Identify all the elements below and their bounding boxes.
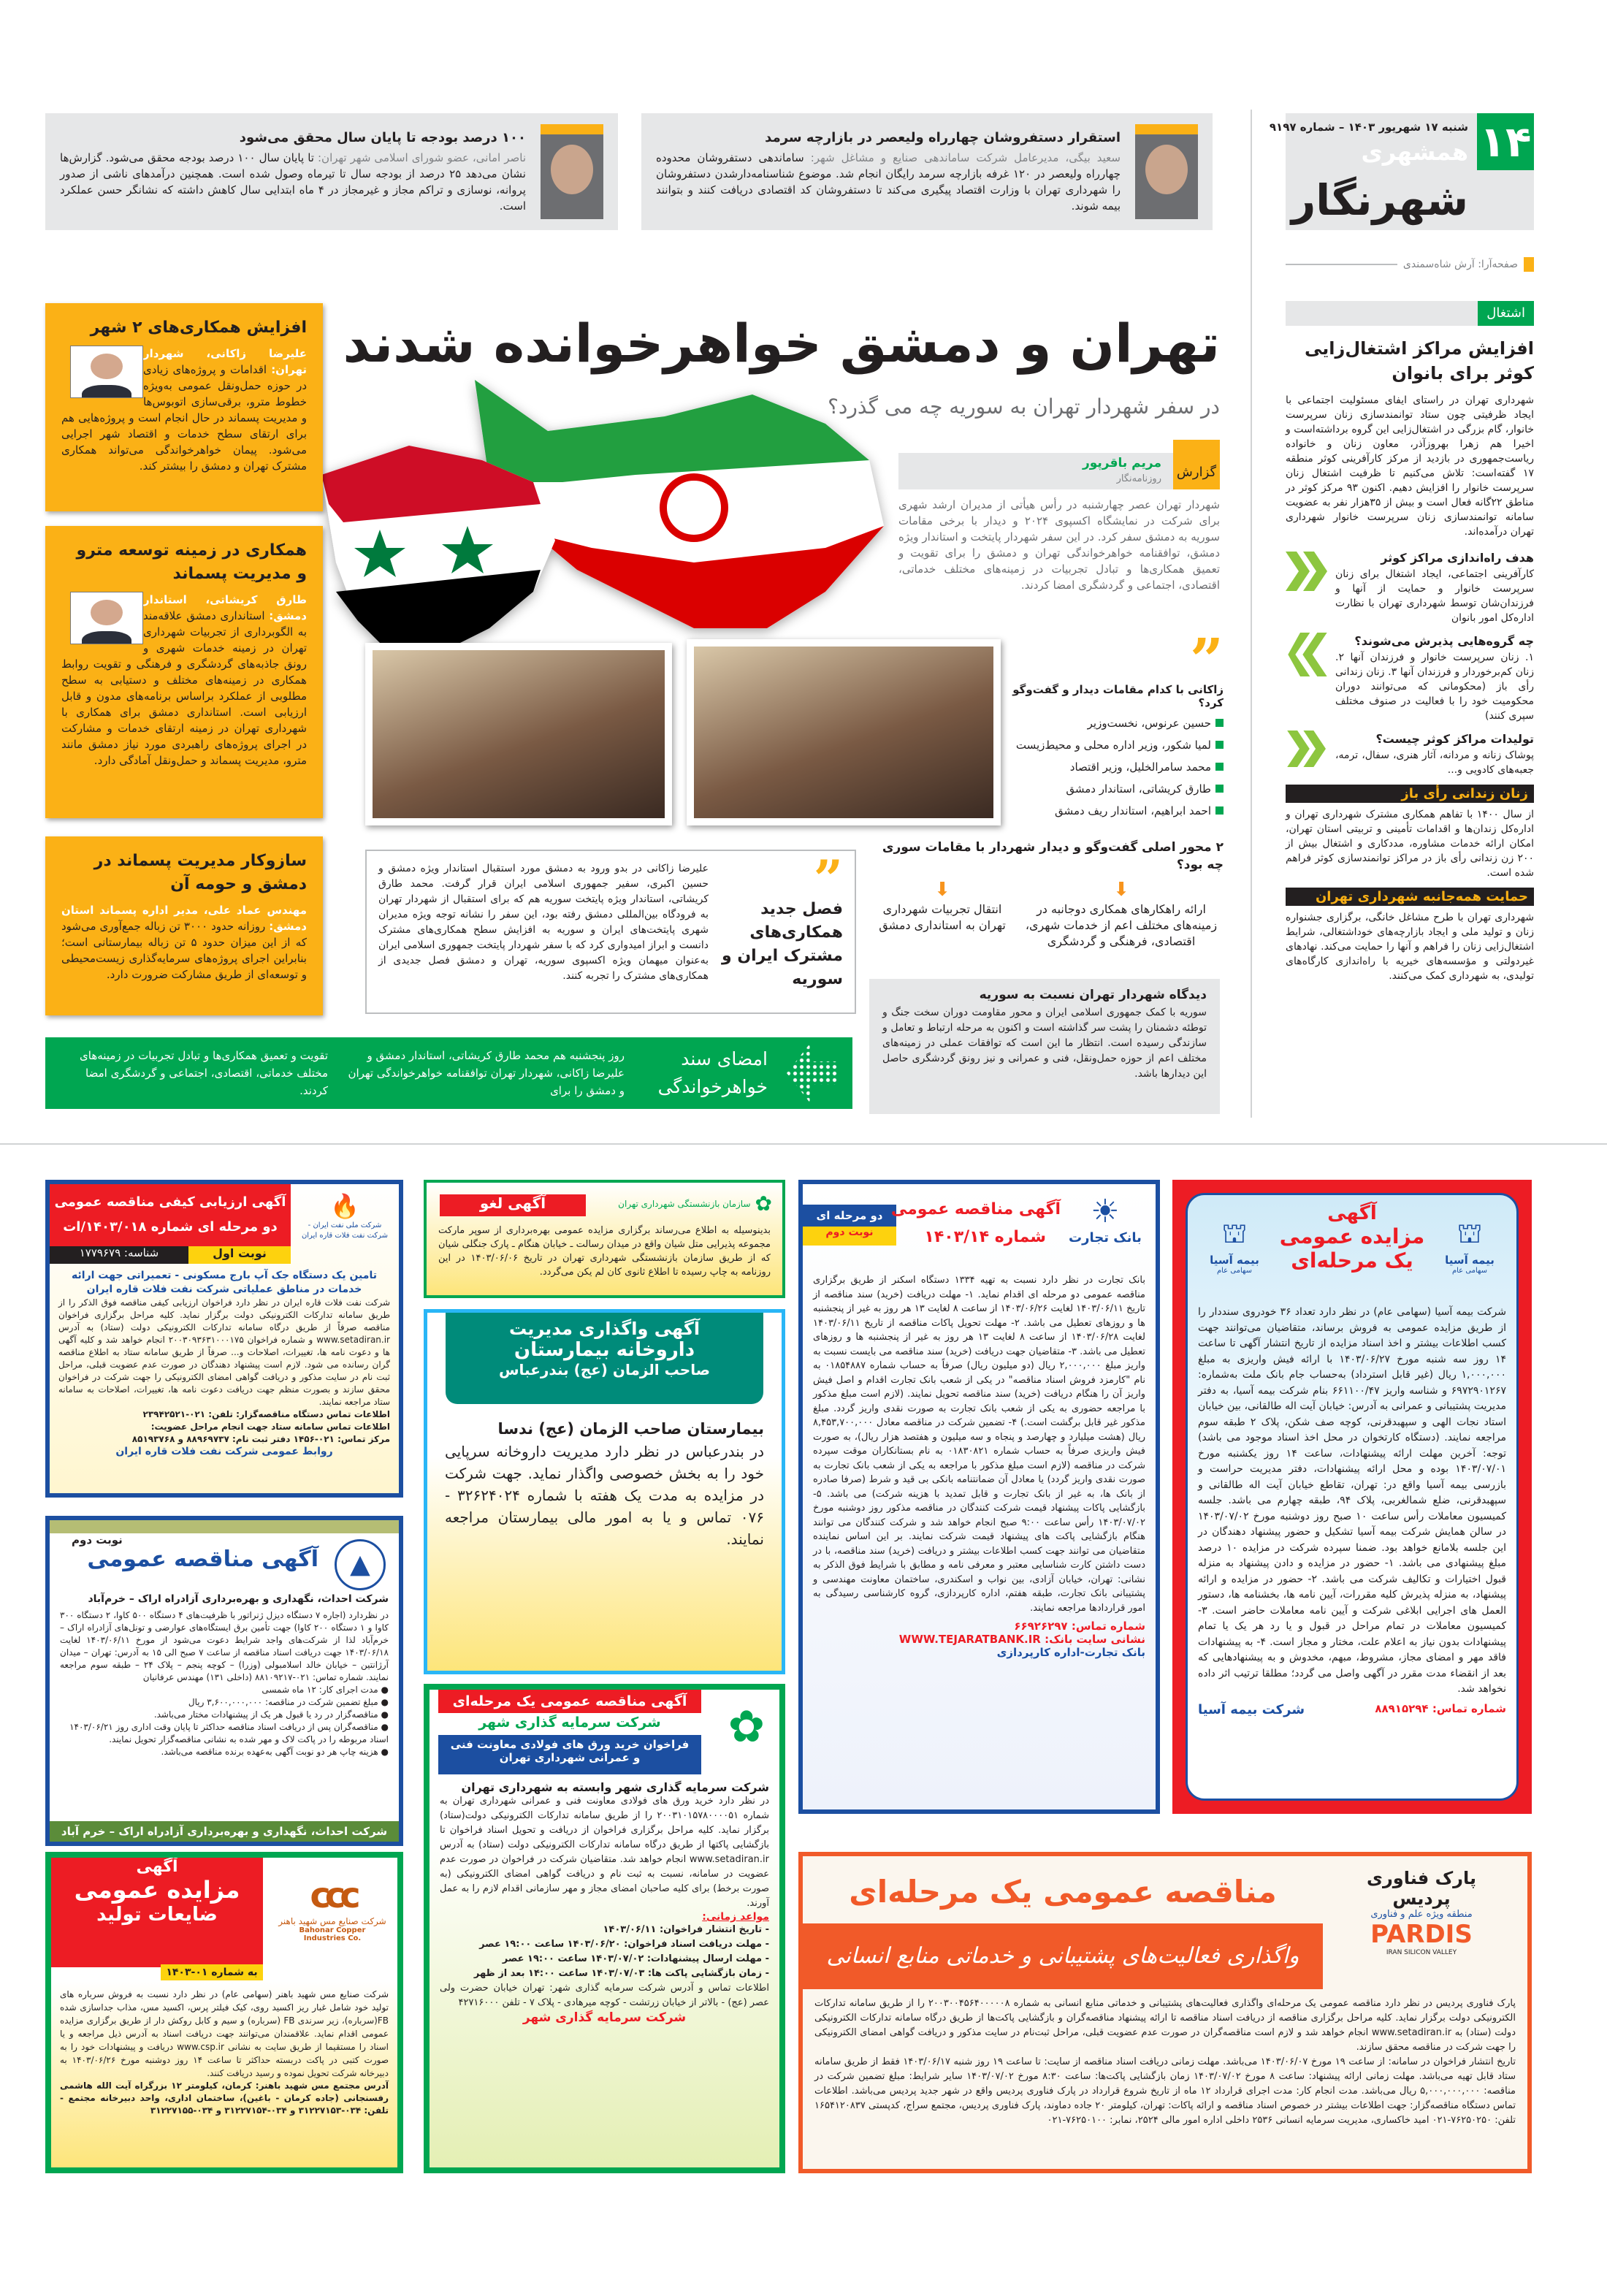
portrait-photo xyxy=(70,592,143,644)
main-headline: تهران و دمشق خواهرخوانده شدند xyxy=(343,313,1220,374)
employment-column: اشتغال افزایش مراکز اشتغال‌زایی کوثر برای بانوان شهرداری تهران در راستای ایفای مسئولیت اجتماعی با ایجاد ظرفیتی چون ستاد توانمندسازی زنان سرپرست خانوار، گام بزرگی در اشتغال‌زایی این گروه برداشته‌است و اخیرا هم زهرا بهروزآذر، معاون زنان و خانواده ریاست‌جمهوری در بازدید از مرکز کارآفرینی کوثر منطقه ۱۷ گفته‌است: تلاش می‌کنیم تا ظرفیت اشتغال زنان سرپرست خانوار را افزایش دهیم. اکنون ۹۳ مرکز کوثر در مناطق ۲۲گانه فعال است و بیش از ۳۵هزار نفر به عضویت سامانه توانمندسازی زنان سرپرست خانوار شهرداری تهران درآمده‌اند. هدف راه‌اندازی مراکز کوثر کارآفرینی اجتماعی، ایجاد اشتغال برای زنان سرپرست خانوار و حمایت از آنها و فرزندان‌شان توسط شهرداری تهران با نظارت اداره‌کل امور بانوان چه گروه‌هایی پذیرش می‌شوند؟ ۱. زنان سرپرست خانوار و فرزندان آنها ۲. زنان کم‌برخوردار و فرزندان آنها ۳. زنان زندانی رأی باز (محکومانی که می‌توانند دوران محکومیت خود را با فعالیت در صنوف مختلف سپری کنند) تولیدات مراکز کوثر چیست؟ پوشاک زنانه و مردانه، آثار هنری، سفال، ترمه، جعبه‌های کادویی و... زنان زندانی رأی باز از سال ۱۴۰۰ با تفاهم همکاری مشترک شهرداری تهران و اداره‌کل زندان‌ها و اقدامات تأمینی و تربیتی استان تهران، امکان ارائه خدمات مشاوره، مددکاری و اشتغال بیش از ۲۰۰ زن زندانی رأی باز در مراکز توانمندسازی کوثر فراهم شده است. حمایت همه‌جانبه شهرداری تهران شهرداری تهران با طرح مشاغل خانگی، برگزاری جشنواره زنان و تولید ملی و ایجاد بازارچه‌های خوداشتغالی، شرایط اشتغال‌زایی زنان را فراهم و آنها را حمایت می‌کند. نهادهای غیردولتی و مؤسسه‌های خیریه با راه‌اندازی کارگاه‌های تولیدی، به شهرداری کمک می‌کنند. xyxy=(1286,301,1534,983)
sidebar-zakani: افزایش همکاری‌های ۲ شهر علیرضا زاکانی، شهردار تهران: اقدامات و پروژه‌های زیادی در حوزه حمل‌ونقل عمومی به‌ویژه خطوط مترو، برقی‌سازی اتوبوس‌ها و مدیریت پسماند در حال انجام است و پروژه‌هایی هم برای ارتقای سطح خدمات و اقتصاد شهر اجرایی می‌شود. پیمان خواهرخواندگی می‌تواند همکاری مشترک تهران و دمشق را بیشتر کند. xyxy=(45,303,323,511)
ad-asia-insurance-auction: ⛫ بیمه آسیا سهامی عام ⛫ بیمه آسیا سهامی عام آگهی مزایده عمومی یک مرحله‌ای شرکت بیمه آسیا (سهامی عام) در نظر دارد تعداد ۳۶ خودروی سنددار را از طریق مزایده عمومی به فروش برساند، متقاضیان می‌توانند جهت کسب اطلاعات بیشتر و اخذ اسناد مزایده از تاریخ انتشار آگهی تا ساعت ۱۴ روز سه شنبه مورخ ۱۴۰۳/۰۶/۲۷ با ارائه فیش واریزی به مبلغ ۱,۰۰۰,۰۰۰ ریال (غیر قابل استرداد) به‌حساب جام بانک ملت به‌شماره: ۶۹۷۲۹۰۱۲۶۷ و شناسه واریز ۶۶۱۱۰۰/۴۷ بنام شرکت بیمه آسیا، به دفتر مدیریت پشتیبانی و عمرانی به آدرس: خیابان آیت اله طالقانی، بین خیابان استاد نجات الهی و سپهبدقرنی، کوچه صف شکن، پلاک ۲ طبقه سوم مراجعه نمایند. (دستگاه کارتخوان در محل اخذ اسناد موجود می باشد) توجه: آخرین مهلت ارائه پیشنهادات، ساعت ۱۴ روز یکشنبه مورخ ۱۴۰۳/۰۷/۰۱ بوده و محل ارائه پیشنهادات، دفتر مدیریت حراست و بازرسی بیمه آسیا واقع در: تهران، تقاطع خیابان آیت اله طالقانی و سپهبدقرنی، ضلع شمالغربی، پلاک ۹۴، طبقه چهارم می باشد. جلسه کمیسیون معاملات رأس ساعت ۱۰ صبح روز دوشنبه مورخ ۱۴۰۳/۰۷/۰۲ در سالن همایش شرکت بیمه آسیا تشکیل و حضور پیشنهاد دهندگان در این جلسه بلامانع خواهد بود. ضمنا سپرده شرکت در مزایده ۱۰ درصد مبلغ پیشنهادی می باشد. ۱- حضور در مزایده و دادن پیشنهاد به منزله قبول اختیارات و تکالیف شرکت می باشد. ۲- حضور در مزایده و ارائه پیشنهاد، به منزله پذیرش کلیه مقررات، آیین نامه ها، بخشنامه ها، دستور العمل های اجرایی ابلاغی شرکت و آیین نامه معاملات حاضر است. ۳- کمیسیون معاملات در تمام مراحل در قبول و یا رد هر یک یا تمام پیشنهادات بدون نیاز به اعلام علت، مختار و مجاز است. ۴- به پیشنهادات فاقد مهر و امضای مجاز، مشروط، مبهم، مخدوش و به پیشنهادهایی که بعد از انقضاء مدت مقرر در آگهی واصل می گردد؛ مطلقا ترتیب اثر داده نخواهد شد. شماره تماس: ۸۸۹۱۵۲۹۴ شرکت بیمه آسیا xyxy=(1172,1180,1532,1814)
section-tag-bar xyxy=(1286,301,1534,326)
axes-title: ۲ محور اصلی گفت‌وگو و دیدار شهردار با مقامات سوری چه بود؟ xyxy=(882,840,1224,872)
org-logo: ✿ سازمان بازنشستگی شهرداری تهران xyxy=(618,1191,772,1216)
bullet-icon xyxy=(1215,806,1224,815)
point-products: تولیدات مراکز کوثر چیست؟ پوشاک زنانه و مردانه، آثار هنری، سفال، ترمه، جعبه‌های کادویی و... xyxy=(1286,731,1534,777)
bullet-icon xyxy=(1215,719,1224,727)
pardis-logo: پارک فناوری پردیس منطقه ویژه علم و فناوری PARDIS IRAN SILICON VALLEY xyxy=(1366,1868,1477,1956)
portrait-photo xyxy=(541,124,603,219)
bullet-icon xyxy=(1215,741,1224,749)
lead-paragraph: شهردار تهران عصر چهارشنبه در رأس هیأتی از مدیران ارشد شهری برای شرکت در نمایشگاه اکسپوی ۲۰۲۴ و دیدار با برخی مقامات سوریه به دمشق سفر کرد. در این سفر شهردار پایتخت و استاندار ویژه دمشق، توافقنامه خواهرخواندگی تهران و دمشق را برای تقویت و تعمیق همکاری‌ها و تبادل تجربیات در زمینه‌های مختلف خدماتی، اقتصادی، اجتماعی و گردشگری امضا کردند. xyxy=(898,498,1220,592)
ad-pardis-tender: مناقصه عمومی یک مرحله‌ای واگذاری فعالیت‌های پشتیبانی و خدماتی منابع انسانی پارک فناوری پردیس منطقه ویژه علم و فناوری PARDIS IRAN SILICON VALLEY پارک فناوری پردیس در نظر دارد مناقصه عمومی یک مرحله‌ای واگذاری فعالیت‌های پشتیبانی و خدماتی منابع انسانی به شماره ۲۰۰۳۰۰۴۵۶۴۰۰۰۰۰۸ را از طریق سامانه تدارکات الکترونیکی دولت برگزار نماید. کلیه مراحل برگزاری مناقصه از دریافت اسناد مناقصه تا ارائه پیشنهاد مناقصه‌گران و بازگشایی پاکت‌ها از طریق درگاه سامانه تدارکات الکترونیکی دولت (ستاد) به www.setadiran.ir انجام خواهد شد و لازم است مناقصه‌گران در صورت عدم عضویت قبلی، مراحل ثبت‌نام در سایت مذکور و دریافت گواهی امضای الکترونیکی را جهت شرکت در مناقصه محقق سازند. تاریخ انتشار فراخوان در سامانه: از ساعت ۱۹ مورخ ۱۴۰۳/۰۶/۰۷ می‌باشد. مهلت زمانی دریافت اسناد مناقصه از سایت: تا ساعت ۱۹ روز شنبه ۱۴۰۳/۰۶/۱۷ فقط از طریق سامانه ستاد قابل تهیه می‌باشد. مهلت زمانی ارائه پیشنهاد: ساعت ۸ مورخ ۱۴۰۳/۰۷/۰۲ زمان بازگشایی پاکت‌ها: ساعت ۸:۳۰ مورخ ۱۴۰۳/۰۷/۰۲ سایر شرایط: مبلغ تضمین شرکت در مناقصه: ۵,۰۰۰,۰۰۰,۰۰۰ ریال می‌باشد. مدت انجام کار: مدت اجرای قرارداد ۱۲ ماه از تاریخ شروع قرارداد در پارک فناوری پردیس واقع در شهر جدید پردیس می‌باشد. اطلاعات تماس دستگاه مناقصه‌گزار: جهت اطلاعات بیشتر در خصوص اسناد مناقصه و ارائه پاکات: تهران، کیلومتر ۲۰ جاده دماوند، پارک فناوری پردیس، مجتمع سراج، کدپستی ۱۶۵۴۱۲۰۸۳۷ تلفن: ۷۶۲۵۰۲۵۰-۰۲۱ امید خاکساری، مدیریت سرمایه انسانی ۲۵۳۶ داخلی اداره امور مالی ۲۵۲۴، نمابر: ۷۶۲۵۰۱۰۰-۰۲۱ xyxy=(798,1852,1532,2173)
section-divider xyxy=(0,1143,1607,1145)
axis-item: ⬇ ارائه راهکارهای همکاری دوجانبه در زمینه‌های مختلف اعم از خدمات شهری، اقتصادی، فرهنگی و گردشگری xyxy=(1023,878,1220,950)
dotted-arrow-icon xyxy=(787,1044,838,1102)
ad-steel-tender: آگهی مناقصه عمومی یک مرحله‌ای شرکت سرمایه گذاری شهر فراخوان خرید ورق های فولادی معاونت فنی و عمرانی شهرداری تهران ✿ شرکت سرمایه گذاری شهر وابسته به شهرداری تهران در نظر دارد خرید ورق های فولادی معاونت فنی و عمرانی شهرداری تهران به شماره ۲۰۰۳۱۰۱۵۷۸۰۰۰۰۵۱ را از طریق سامانه تدارکات الکترونیکی دولت(ستاد) برگزار نماید. کلیه مراحل برگزاری فراخوان از دریافت و تحویل اسناد فراخوان تا بازگشایی پاکتها از طریق درگاه سامانه تدارکات الکترونیکی دولت (ستاد) به آدرس www.setadiran.ir انجام خواهد شد. متقاضیان شرکت در فراخوان در صورت عدم عضویت در سامانه، نسبت به ثبت نام و دریافت گواهی امضای الکترونیکی (به صورت برخط) برای کلیه صاحبان امضای مجاز و مهر سازمانی اقدام لازم را به عمل آورند. مواعد زمانی: - تاریخ انتشار فراخوان: ۱۴۰۳/۰۶/۱۱ - مهلت دریافت اسناد فراخوان: ۱۴۰۳/۰۶/۲۰ ساعت ۱۹:۰۰ عصر - مهلت ارسال پیشنهادات: ۱۴۰۳/۰۷/۰۲ ساعت ۱۹:۰۰ عصر - زمان بازگشایی پاکت ها: ۱۴۰۳/۰۷/۰۳ ساعت ۱۴:۰۰ بعد از ظهر اطلاعات تماس و آدرس شرکت سرمایه گذاری شهر: تهران خیابان حضرت ولی عصر (عج) - بالاتر از خیابان زرتشت - کوچه میرهادی - پلاک ۷ - تلفن ۴۲۷۱۶۰۰۰ شرکت سرمایه گذاری شهر xyxy=(424,1684,785,2173)
asia-logo: ⛫ بیمه آسیا سهامی عام xyxy=(1210,1217,1259,1275)
ad-hospital-pharmacy: آگهی واگذاری مدیریت داروخانه بیمارستان صاحب الزمان (عج) بندرعباس بیمارستان صاحب الزمان (عج) ندسا در بندرعباس در نظر دارد مدیریت داروخانه سرپایی خود را به بخش خصوصی واگذار نماید. جهت شرکت در مزایده به مدت یک هفته با شماره ۳۲۶۲۴۰۲۴ - ۰۷۶ تماس و یا به امور مالی بیمارستان مراجعه نمایند. xyxy=(424,1309,785,1674)
credit-marker-icon xyxy=(1524,257,1534,272)
box-title: زنان زندانی رأی باز xyxy=(1286,785,1534,803)
nioc-logo: 🔥 شرکت ملی نفت ایران - شرکت نفت فلات قاره ایران xyxy=(301,1192,389,1240)
ad-road-tender: نوبت دوم ▲ آگهی مناقصه عمومی شرکت احداث، نگهداری و بهره‌برداری آزادراه اراک – خرم‌آباد در نظردارد (اجاره ۷ دستگاه دیزل ژنراتور با ظرفیت‌های ۴ دستگاه ۵۰۰ کاوا، ۲ دستگاه ۳۰۰ کاوا و ۱ دستگاه ۲۰۰ کاوا) جهت تأمین برق ایستگاه‌های عوارضی و تونل‌های آزادراه اراک – خرم‌آباد لذا از شرکت‌های واجد شرایط دعوت می‌شود از مورخ ۱۴۰۳/۰۶/۱۱ لغایت ۱۴۰۳/۰۶/۱۸ جهت دریافت اسناد مناقصه از ساعت ۷ صبح الی ۱۵ به آدرس: تهران – میدان آرژانتین – خیابان خالد اسلامبولی (وزرا) – کوچه پنجم – پلاک ۲۴ – طبقه سوم مراجعه نمایند. شماره تماس: ۰۲۱-۸۸۱۰۹۲۱۷ (داخلی ۱۳۱) مهندس عرفانیان ● مدت اجرای کار: ۱۲ ماه شمسی ● مبلغ تضمین شرکت در مناقصه: ۳,۶۰۰,۰۰۰,۰۰۰ ریال ● مناقصه‌گزار در رد یا قبول هر یک از پیشنهادات مختار می‌باشد. ● مناقصه‌گران پس از دریافت اسناد مناقصه حداکثر تا پایان وقت اداری روز ۱۴۰۳/۰۶/۲۱ اسناد مربوطه را در پاکت لاک و مهر شده به نشانی مناقصه‌گزار تحویل نمایند. ● هزینه چاپ هر دو نوبت آگهی به‌عهده برنده مناقصه می‌باشد. شرکت احداث، نگهداری و بهره‌برداری آزادراه اراک – خرم آباد xyxy=(45,1516,403,1846)
quote-icon: ” xyxy=(1189,625,1224,694)
axis-item: ⬇ انتقال تجربیات شهرداری تهران به استانداری دمشق xyxy=(877,878,1008,934)
tehran-emblem-icon: ✿ xyxy=(755,1191,772,1216)
brief-vendors: استقرار دستفروشان چهارراه ولیعصر در بازارچه سرمد سعید بیگی، مدیرعامل شرکت ساماندهی صنایع و مشاغل شهر: ساماندهی دستفروشان محدوده چهارراه ولیعصر در ۱۲۰ غرفه بازارچه سرمد رایگان انجام شد. موضوع شناسنامه‌دارشدن دستفروشان را شهرداری تهران با وزارت اقتصاد پیگیری می‌کند تا دستفروشان کد اقتصادی دریافت کنند و بتوانند بیمه شوند. xyxy=(641,113,1213,230)
tejarat-logo: ☀ بانک تجارت xyxy=(1069,1193,1142,1246)
article-title: افزایش مراکز اشتغال‌زایی کوثر برای بانوان xyxy=(1305,338,1534,384)
signing-photo xyxy=(365,643,672,825)
point-goal: هدف راه‌اندازی مراکز کوثر کارآفرینی اجتماعی، ایجاد اشتغال برای زنان سرپرست خانوار و حمایت از آنها و فرزندان‌شان توسط شهرداری تهران با نظارت اداره‌کل امور بانوان xyxy=(1286,549,1534,625)
ad-nioc-tender: آگهی ارزیابی کیفی مناقصه عمومی دو مرحله ای شماره ۱۴۰۳/۰۱۸/ات شناسه: ۱۷۷۹۶۷۹ نوبت اول 🔥 شرکت ملی نفت ایران - شرکت نفت فلات قاره ایران تامین یک دستگاه جک آپ بارج مسکونی - تعمیراتی جهت ارائه خدمات در مناطق عملیاتی شرکت نفت فلات قاره ایران شرکت نفت فلات قاره ایران در نظر دارد فراخوان ارزیابی کیفی مناقصه فوق الذکر را از طریق سامانه تدارکات الکترونیکی دولت برگزار نماید. کلیه مراحل برگزاری فراخوان مناقصه صرفاً از طریق درگاه سامانه تدارکات الکترونیکی دولت (ستاد) به آدرس www.setadiran.ir و شماره فراخوان ۲۰۰۳۰۹۳۶۳۱۰۰۰۱۷۵ انجام خواهد شد و کلیه آگهی ها و دعوت نامه ها، تغییرات، اصلاحات و... صرفاً از طریق سامانه ستاد به اطلاع مناقصه گران رسانده می شود. لازم است پیشنهاد دهندگان در صورت عدم عضویت قبلی، مراحل ثبت نام در سایت مذکور و دریافت گواهی امضای الکترونیکی را جهت شرکت در فراخوان محقق سازند و بصورت منظم جهت دریافت دعوت نامه ها، تغییرات، اصلاحات به سامانه ستاد مراجعه نمایند. اطلاعات تماس دستگاه مناقصه‌گزار: تلفن: ۰۲۱-۲۳۹۴۲۵۲۱ اطلاعات تماس سامانه ستاد جهت انجام مراحل عضویت: مرکز تماس: ۰۲۱-۱۴۵۶ دفتر ثبت نام: ۸۸۹۶۹۷۳۷ و ۸۵۱۹۳۷۶۸ روابط عمومی شرکت نفت فلات قاره ایران xyxy=(45,1180,403,1498)
author-role: روزنامه‌نگار xyxy=(1116,473,1161,484)
paper-name-watermark: همشهری xyxy=(1361,138,1468,166)
pull-quote-box: ” فصل جدید همکاری‌های مشترک ایران و سوریه علیرضا زاکانی در بدو ورود به دمشق مورد استقبال استاندار ویژه دمشق و حسین اکبری، سفیر جمهوری اسلامی ایران قرار گرفت. محمد طارق کریشاتی، استاندار ویژه پایتخت سوریه هم که برای استقبال از شهردار تهران به فرودگاه بین‌المللی دمشق رفته بود، این سفر را نشانه توجه ویژه مدیران شهری پایتخت‌های ایران و سوریه به افزایش سطح همکاری‌های مشترک دانست و ابراز امیدواری کرد که با سفر شهردار پایتخت جمهوری اسلامی ایران به‌عنوان میهمان ویژه اکسپوی سوریه، تهران و دمشق فصل جدیدی از همکاری‌های مشترک را تجربه کنند. xyxy=(365,850,856,1014)
meetings-box: ” زاکانی با کدام مقامات دیدار و گفت‌وگو کرد؟ حسین عرنوس، نخست‌وزیر لمیا شکور، وزیر اداره محلی و محیط‌زیست محمد سامرالخلیل، وزیر اقتصاد طارق کریشاتی، استاندار دمشق احمد ابراهیم، استاندار ریف دمشق xyxy=(1012,625,1224,817)
section-logo: شهرنگار xyxy=(1291,175,1468,225)
author-name: مریم باقرپور xyxy=(1082,456,1161,470)
arrow-down-icon: ⬇ xyxy=(934,879,950,901)
layout-credit: صفحه‌آرا: آرش شاه‌سمندی xyxy=(1286,257,1534,272)
asia-logo: ⛫ بیمه آسیا سهامی عام xyxy=(1445,1217,1495,1275)
signing-banner: امضای سند خواهرخواندگی روز پنجشنبه هم محمد طارق کریشاتی، استاندار دمشق و علیرضا زاکانی، شهردار تهران توافقنامه خواهرخواندگی تهران و دمشق را برای تقویت و تعمیق همکاری‌ها و تبادل تجربیات در زمینه‌های مختلف خدماتی، اقتصادی، اجتماعی و گردشگری امضا کردند. xyxy=(45,1037,852,1109)
masthead xyxy=(1269,113,1534,230)
copper-logo: ccc شرکت صنایع مس شهید باهنر Bahonar Copper Industries Co. xyxy=(278,1875,386,1942)
sidebar-krishati: همکاری در زمینه توسعه مترو و مدیریت پسماند طارق کریشاتی، استاندار دمشق: استانداری دمشق علاقه‌مند به الگوبرداری از تجربیات شهرداری تهران در زمینه خدمات شهری و رونق جاذبه‌های گردشگری و فرهنگی و تقویت روابط همکاری در زمینه‌های مختلف و دستیابی به سطح مطلوبی از عملکرد براساس برنامه‌های مدون و قابل ارزیابی است. استانداری دمشق برای همکاری با شهرداری تهران در زمینه ارتقای خدمات و مشارکت در اجرای پروژه‌های راهبردی مورد نیاز دمشق مانند مترو، مدیریت پسماند و حمل‌ونقل آمادگی دارد. xyxy=(45,526,323,818)
chevron-left-icon xyxy=(1286,549,1329,593)
point-groups: چه گروه‌هایی پذیرش می‌شوند؟ ۱. زنان سرپرست خانوار و فرزندان آنها ۲. زنان کم‌برخوردار و فرزندان آنها ۳. زنان زندانی رأی باز (محکومانی که می‌توانند دوران محکومیت خود را با فعالیت در صنوف مختلف سپری کنند) xyxy=(1286,633,1534,723)
box-title: حمایت همه‌جانبه شهرداری تهران xyxy=(1286,888,1534,906)
byline-bar xyxy=(898,453,1220,489)
article-body: شهرداری تهران در راستای ایفای مسئولیت اجتماعی با ایجاد ظرفیتی چون ستاد توانمندسازی زنان سرپرست خانوار، گام بزرگی در اشتغال‌زایی این گروه برداشته‌است و اخیرا هم زهرا بهروزآذر، معاون زنان و خانواده ریاست‌جمهوری در بازدید از مرکز کارآفرینی کوثر منطقه ۱۷ گفته‌است: تلاش می‌کنیم تا ظرفیت اشتغال زنان سرپرست خانوار را افزایش دهیم. اکنون ۹۳ مرکز کوثر در مناطق ۲۲گانه فعال است و بیش از ۳۵هزار نفر به عضویت سامانه توانمندسازی زنان سرپرست خانوار شهرداری تهران درآمده‌اند. xyxy=(1286,394,1535,538)
brief-budget: ۱۰۰ درصد بودجه تا پایان سال محقق می‌شود ناصر امانی، عضو شورای اسلامی شهر تهران: تا پایان سال ۱۰۰ درصد بودجه محقق می‌شود. گزارش‌ها نشان می‌دهد ۲۵ درصد از بودجه سال تا تیرماه وصول شده است. همچنین درآمدهای ناشی از صدور پروانه، نوسازی و تراکم مجاز و غیرمجاز در ۴ ماه ابتدایی سال کاهش داشته که نشانگر حسن عملکرد است. xyxy=(45,113,618,230)
portrait-photo xyxy=(1135,124,1198,219)
flame-icon: 🔥 xyxy=(330,1192,359,1220)
date-line: شنبه ۱۷ شهریور ۱۴۰۳ – شماره ۹۱۹۷ xyxy=(1269,121,1468,134)
divider xyxy=(1286,264,1397,265)
portrait-photo xyxy=(70,346,143,398)
meeting-photo xyxy=(687,639,1001,825)
ad-tejarat-tender: دو مرحله ای نوبت دوم آگهی مناقصه عمومی شماره ۱۴۰۳/۱۴ ☀ بانک تجارت بانک تجارت در نظر دارد نسبت به تهیه ۱۳۳۴ دستگاه اسکنر از طریق برگزاری مناقصه عمومی دو مرحله ای اقدام نماید. ۱- مهلت دریافت (خرید) سند مناقصه از تاریخ ۱۴۰۳/۰۶/۱۱ لغایت ۱۴۰۳/۰۶/۲۶ از ساعت ۸ لغایت ۱۳ هر روز به غیر از پنجشنبه ها و روزهای تعطیل می باشد. ۲- مهلت تحویل پاکات مناقصه از تاریخ ۱۴۰۳/۰۶/۱۱ لغایت ۱۴۰۳/۰۶/۲۸ از ساعت ۸ لغایت ۱۳ هر روز به غیر از پنجشنبه ها و روزهای تعطیل می باشد. ۳- متقاضیان جهت دریافت (خرید) سند مناقصه می بایست نسبت به واریز مبلغ ۲,۰۰۰,۰۰۰ ریال (دو میلیون ریال) صرفاً به حساب شماره ۰۱۸۵۴۸۸۷ به نام "کارمزد فروش اسناد مناقصه" در یکی از شعب بانک تجارت اقدام و اصل فیش واریز آن را هنگام دریافت (خرید) سند مناقصه تحویل نمایند. (لازم است مبلغ مذکور با مراجعه حضوری به یکی از شعب بانک تجارت به صورت نقدی واریز گردد. مبلغ مذکور غیر قابل برگشت است.) ۴- تضمین شرکت در مناقصه معادل ۸,۴۵۳,۷۰۰,۰۰۰ ریال (هشت میلیارد و چهارصد و پنجاه و سه میلیون و هفتصد هزار ریال)، به صورت فیش واریزی صرفاً به حساب شماره ۰۱۸۳۰۸۲۱ به نام بستانکاران موقت سپرده شرکت در مناقصه (لازم است مبلغ مذکور با مراجعه به یکی از شعب بانک تجارت به صورت نقدی واریز گردد) یا معادل آن ضمانتنامه بانکی بی قید و شرط (صرفا صادره از بانک ها، به غیر از بانک تجارت و قابل تمدید با هزینه شرکت) می باشد. ۵- بازگشایی پاکات پیشنهاد قیمت شرکت کنندگان در مناقصه مذکور روز دوشنبه مورخ ۱۴۰۳/۰۷/۰۲ رأس ساعت ۹:۰۰ صبح انجام خواهد شد و شرکت کنندگان می توانند هنگام بازگشایی پاکت های پیشنهاد قیمت شرکت نمایند. بر این اساس نماینده متقاضیان می توانند جهت کسب اطلاعات بیشتر و دریافت (خرید) سند مناقصه، با در دست داشتن کارت شناسایی معتبر و معرفی نامه و مطابق با شرایط فوق الذکر به نشانی: تهران، خیابان آزادی، بین نواب و اسکندری، ساختمان معاونت مهندسی و پشتیبانی بانک تجارت، طبقه هفتم، اداره کارپردازی، گروه کارشناسی رسیدگی به امور قراردادها مراجعه نمایند. شماره تماس: ۶۶۹۲۶۲۹۷ نشانی سایت بانک: WWW.TEJARATBANK.IR بانک تجارت-اداره کارپردازی xyxy=(798,1180,1160,1814)
quote-icon: ” xyxy=(813,849,843,909)
road-logo: ▲ xyxy=(335,1539,386,1590)
bullet-icon xyxy=(1215,785,1224,793)
ad-cancellation: آگهی لغو ✿ سازمان بازنشستگی شهرداری تهران بدینوسیله به اطلاع می‌رساند برگزاری مزایده عمومی بهره‌برداری از سوپر مارکت مجموعه پذیرایی متل شیان واقع در میدان رسالت ـ خیابان هنگام ـ پارک جنگلی شیان که از طریق سازمان بازنشستگی شهرداری تهران در تاریخ ۱۴۰۳/۰۶/۰۶ در این روزنامه به چاپ رسیده تا اطلاع ثانوی کان لم یکن می‌گردد. xyxy=(424,1180,785,1298)
mayor-view-box: دیدگاه شهردار تهران نسبت به سوریه سوریه با کمک جمهوری اسلامی ایران و محور مقاومت دوران سخت جنگ و توطئه دشمنان را پشت سر گذاشته است و اکنون به مرحله ارتباط و تعامل و سازندگی رسیده است. انتظار ما این است که توافقات عملی در زمینه‌های مختلف اعم از حوزه حمل‌ونقل، فنی و عمرانی و نیز رونق گردشگری حاصل این دیدارها باشد. xyxy=(869,979,1220,1114)
kicker-tag: گزارش xyxy=(1173,440,1220,489)
chevron-right-icon xyxy=(1286,633,1329,676)
arrow-down-icon: ⬇ xyxy=(1113,879,1129,901)
bullet-icon xyxy=(1215,763,1224,771)
column-rule xyxy=(1251,110,1252,1118)
subtitle: در سفر شهردار تهران به سوریه چه می گذرد؟ xyxy=(828,394,1220,419)
ad-copper-auction: آگهی مزایده عمومی ضایعات تولید به شماره ۰۱-۱۴۰۳ ccc شرکت صنایع مس شهید باهنر Bahonar Copper Industries Co. شرکت صنایع مس شهید باهنر (سهامی عام) در نظر دارد نسبت به فروش سرباره های تولید خود شامل غبار ریز اکسید روی، کیک فیلتر پرس، اکسید مس، مذاب جداسازی شده FB(سرباره)، زیر سرندی FB (سرباره) و سیم و کابل روکش دار از طریق برگزاری مزایده عمومی اقدام نماید. علاقمندان می‌توانند جهت دریافت اسناد به آدرس ذیل مراجعه و یا اسناد را مستقیما از طریق سایت به نشانی www.csp.ir دریافت و پیشنهادات خود را به صورت کتبی در پاکت دربسته حداکثر تا ساعت ۱۴ روز دوشنبه مورخ ۱۴۰۳/۰۶/۲۶ به دبیرخانه شرکت تحویل نموده و رسید دریافت کنند. آدرس مجتمع مس شهید باهنر: کرمان، کیلومتر ۱۲ بزرگراه آیت الله هاشمی رفسنجانی (جاده کرمان - باغین)، ساختمان اداری، واحد دبیرخانه مجتمع - تلفن: ۰۳۴-۳۱۲۲۷۱۵۳ و ۰۳۴-۳۱۲۲۷۱۵۴ و ۰۳۴-۳۱۲۲۷۱۵۵ xyxy=(45,1852,403,2173)
sidebar-waste: سازوکار مدیریت پسماند در دمشق و حومه آن مهندس عماد علی، مدیر اداره پسماند استان دمشق: روزانه حدود ۳۰۰۰ تن زباله جمع‌آوری می‌شود که از این میزان حدود ۵ تن زباله بیمارستانی است؛ بنابراین اجرای پروژه‌های سرمایه‌گذاری زیست‌محیطی و توسعه‌ای از طریق مشارکت ضرورت دارد. xyxy=(45,836,323,1015)
section-tag: اشتغال xyxy=(1478,301,1534,326)
page-number: ۱۴ xyxy=(1477,113,1534,170)
chevron-left-icon xyxy=(1286,731,1329,767)
tehran-emblem-icon: ✿ xyxy=(728,1701,765,1752)
